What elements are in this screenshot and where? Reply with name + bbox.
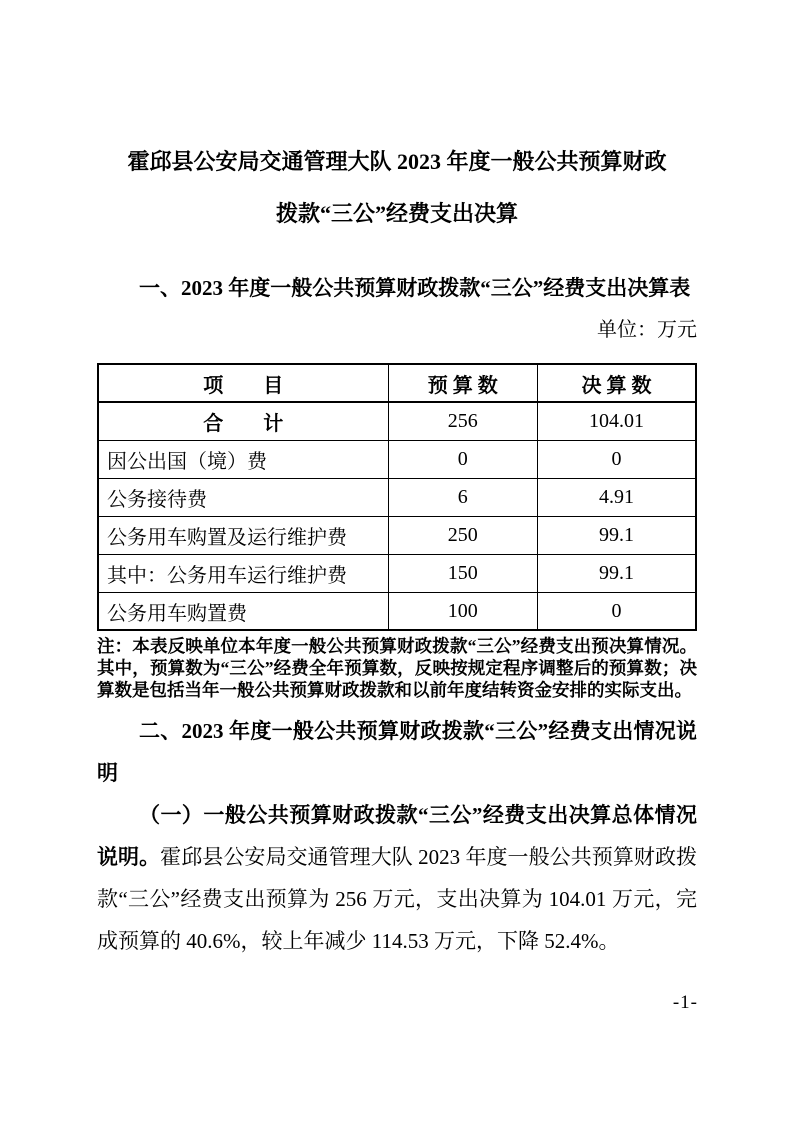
- final-cell: 0: [538, 440, 696, 478]
- budget-table: [97, 363, 697, 631]
- page-number: -1-: [672, 992, 698, 1013]
- final-cell: 104.01: [538, 402, 696, 440]
- document-title: [97, 136, 697, 239]
- item-cell: 合 计: [98, 402, 388, 440]
- budget-cell: 150: [388, 554, 538, 592]
- section1-heading: 一、2023 年度一般公共预算财政拨款“三公”经费支出决算表: [139, 276, 691, 301]
- paragraph-body: 霍邱县公安局交通管理大队 2023 年度一般公共预算财政拨款“三公”经费支出预算为 256 万元，支出决算为 104.01 万元，完成预算的 40.6%，较上年减少 114.53 万元，下降 52.4%。: [97, 845, 698, 953]
- table-note: 注：本表反映单位本年度一般公共预算财政拨款“三公”经费支出预决算情况。其中，预算数为“三公”经费全年预算数，反映按规定程序调整后的预算数；决算数是包括当年一般公共预算财政拨款和以前年度结转资金安排的实际支出。: [97, 636, 697, 701]
- item-cell: 公务接待费: [98, 478, 388, 516]
- budget-cell: 0: [388, 440, 538, 478]
- header-item: 项 目: [98, 364, 388, 402]
- table-row: [98, 554, 696, 592]
- budget-cell: 6: [388, 478, 538, 516]
- item-cell: 其中：公务用车运行维护费: [98, 554, 388, 592]
- header-budget: 预 算 数: [388, 364, 538, 402]
- item-cell: 因公出国（境）费: [98, 440, 388, 478]
- unit-label: 单位：万元: [597, 319, 697, 342]
- final-cell: 4.91: [538, 478, 696, 516]
- paragraph-lead: （一）一般公共预算财政拨款“三公”经费支出决算总体情况说明。: [97, 803, 697, 869]
- paragraph-overview: [97, 794, 697, 962]
- table-row: [98, 516, 696, 554]
- budget-cell: 256: [388, 402, 538, 440]
- budget-cell: 100: [388, 592, 538, 630]
- final-cell: 99.1: [538, 554, 696, 592]
- table-row: [98, 592, 696, 630]
- budget-cell: 250: [388, 516, 538, 554]
- table-row: [98, 440, 696, 478]
- header-final: 决 算 数: [538, 364, 696, 402]
- table-header-row: [98, 364, 696, 402]
- title-line-2: 拨款“三公”经费支出决算: [275, 200, 518, 226]
- final-cell: 0: [538, 592, 696, 630]
- table-row: [98, 478, 696, 516]
- table-row: [98, 402, 696, 440]
- final-cell: 99.1: [538, 516, 696, 554]
- item-cell: 公务用车购置费: [98, 592, 388, 630]
- item-cell: 公务用车购置及运行维护费: [98, 516, 388, 554]
- title-line-1: 霍邱县公安局交通管理大队 2023 年度一般公共预算财政: [127, 149, 667, 174]
- section2-heading: 二、2023 年度一般公共预算财政拨款“三公”经费支出情况说明: [97, 719, 697, 785]
